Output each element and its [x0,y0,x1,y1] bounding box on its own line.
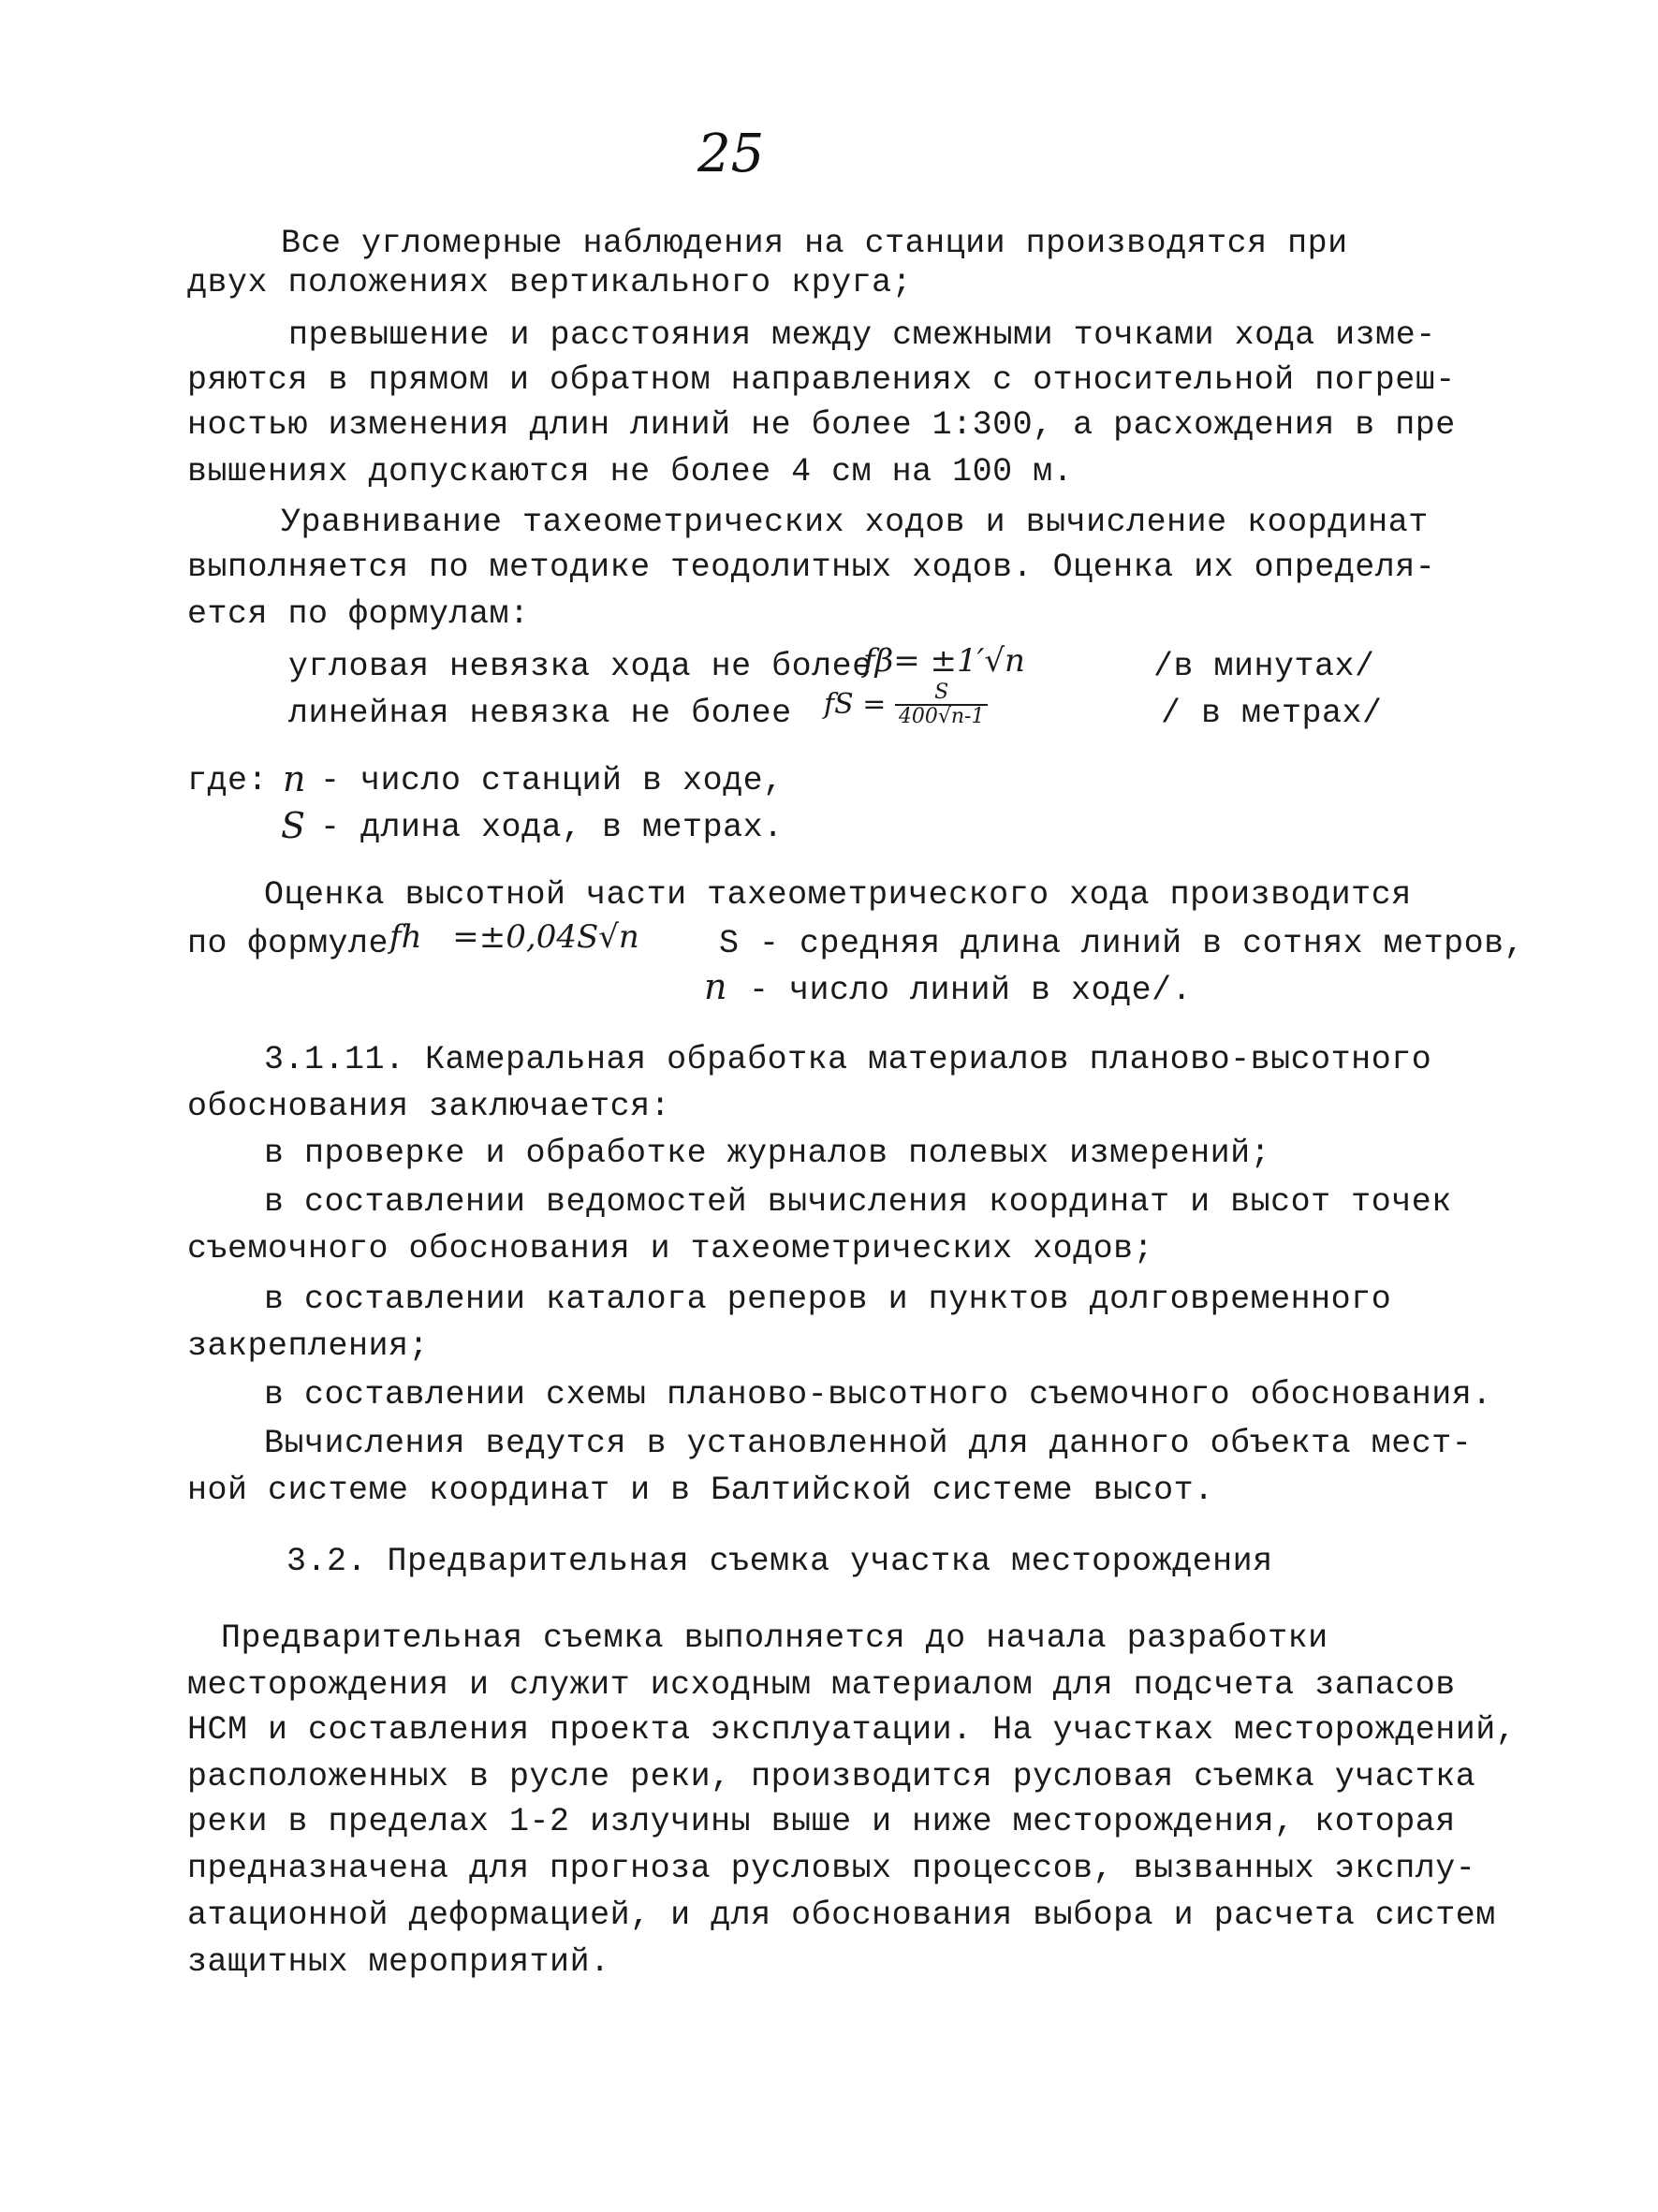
where-label: где: [187,762,269,799]
list-item: в составлении ведомостей вычисления координат и высот точек [264,1183,1452,1221]
text-line: НСМ и составления проекта эксплуатации. На участках месторождений, [187,1711,1517,1749]
linear-misclosure-formula [824,681,988,728]
n-symbol: n [704,966,727,1007]
formula-lhs: fS = [824,688,887,721]
angular-misclosure-label: угловая невязка хода не более [288,648,873,685]
text-line: вышениях допускаются не более 4 см на 100 м. [187,453,1074,491]
linear-misclosure-label: линейная невязка не более [288,695,792,732]
text-line: расположенных в русле реки, производится русловая съемка участка [187,1758,1476,1795]
linear-misclosure-unit: / в метрах/ [1161,695,1383,732]
list-item: съемочного обоснования и тахеометрических ходов; [187,1230,1154,1267]
list-item: в составлении каталога реперов и пунктов долговременного [264,1281,1392,1318]
angular-misclosure-unit: /в минутах/ [1153,648,1375,685]
text-line: реки в пределах 1-2 излучины выше и ниже месторождения, которая [187,1803,1456,1840]
text-line: Вычисления ведутся в установленной для данного объекта мест- [264,1425,1473,1462]
formula-lhs: fβ [863,642,894,680]
text-line: - число линий в ходе/. [749,972,1193,1009]
text-line: обоснования заключается: [187,1088,671,1125]
text-line: ряются в прямом и обратном направлениях с относительной погреш- [187,361,1456,399]
formula-fraction [895,681,989,728]
height-misclosure-formula [389,916,639,959]
text-line: месторождения и служит исходным материалом для подсчета запасов [187,1666,1456,1704]
text-line: Все угломерные наблюдения на станции производятся при [281,225,1348,262]
text-line: S - средняя длина линий в сотнях метров, [719,925,1525,962]
text-line: по формуле [187,925,389,962]
fraction-numerator: S [895,681,989,706]
text-line: 3.1.11. Камеральная обработка материалов планово-высотного [264,1041,1432,1078]
text-line: Оценка высотной части тахеометрического хода производится [264,876,1412,914]
text-line: - число станций в ходе, [320,762,784,799]
list-item: в проверке и обработке журналов полевых измерений; [264,1135,1271,1172]
text-line: ется по формулам: [187,595,530,633]
list-item: закрепления; [187,1327,430,1365]
text-line: атационной деформацией, и для обоснования выбора и расчета систем [187,1897,1496,1934]
list-item: в составлении схемы планово-высотного съемочного обоснования. [264,1376,1492,1414]
formula-lhs: fh [389,918,422,956]
text-line: двух положениях вертикального круга; [187,264,913,301]
text-line: Предварительная съемка выполняется до начала разработки [221,1619,1328,1657]
section-heading: 3.2. Предварительная съемка участка месторождения [286,1543,1273,1580]
text-line: выполняется по методике теодолитных ходов. Оценка их определя- [187,549,1436,586]
formula-rhs: =±0,04S√n [452,918,639,956]
text-line: ной системе координат и в Балтийской системе высот. [187,1472,1214,1509]
text-line: предназначена для прогноза русловых процессов, вызванных эксплу- [187,1850,1476,1887]
text-line: - длина хода, в метрах. [320,809,784,846]
text-line: ностью изменения длин линий не более 1:300, а расхождения в пре [187,406,1456,444]
formula-rhs: = ±1′√n [893,642,1025,680]
n-symbol: n [283,758,306,799]
page-number: 25 [697,124,765,184]
s-symbol: S [281,805,306,846]
angular-misclosure-formula [863,640,1025,681]
fraction-denominator: 400√n-1 [898,705,985,728]
text-line: превышение и расстояния между смежными точками хода изме- [288,316,1436,354]
text-line: Уравнивание тахеометрических ходов и вычисление координат [281,504,1429,541]
text-line: защитных мероприятий. [187,1943,610,1981]
